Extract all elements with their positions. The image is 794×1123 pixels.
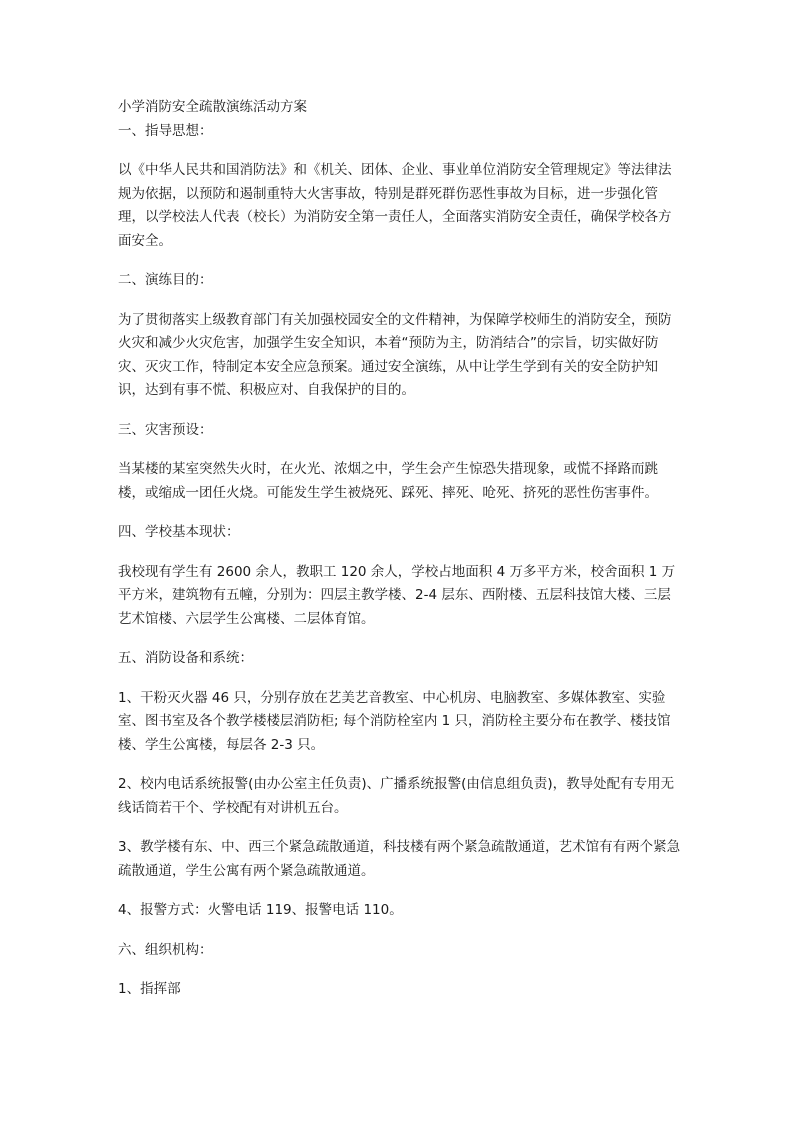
paragraph-school-status: 我校现有学生有 2600 余人，教职工 120 余人，学校占地面积 4 万多平方米，校舍面积 1 万平方米，建筑物有五幢，分别为：四层主教学楼、2-4 层东、西附楼、五层科技馆大楼、三层艺术馆楼、六层学生公寓楼、二层体育馆。 <box>118 563 676 627</box>
section-heading-organization: 六、组织机构： <box>118 941 213 958</box>
section-heading-disaster-scenario: 三、灾害预设： <box>118 421 213 438</box>
paragraph-fire-equipment-3: 3、教学楼有东、中、西三个紧急疏散通道，科技楼有两个紧急疏散通道，艺术馆有有两个紧急疏散通道，学生公寓有两个紧急疏散通道。 <box>118 839 681 879</box>
document-title: 小学消防安全疏散演练活动方案 <box>118 99 307 115</box>
paragraph-disaster-scenario: 当某楼的某室突然失火时，在火光、浓烟之中，学生会产生惊恐失措现象，或慌不择路而跳楼，或缩成一团任火烧。可能发生学生被烧死、踩死、摔死、呛死、挤死的恶性伤害事件。 <box>118 461 658 501</box>
section-heading-drill-purpose: 二、演练目的： <box>118 272 213 288</box>
section-heading-guiding-ideology: 一、指导思想： <box>118 122 213 139</box>
section-heading-school-status: 四、学校基本现状： <box>118 524 240 540</box>
paragraph-fire-equipment-1: 1、干粉灭火器 46 只，分别存放在艺美艺音教室、中心机房、电脑教室、多媒体教室、实验室、图书室及各个教学楼楼层消防柜; 每个消防栓室内 1 只，消防栓主要分布在教学、楼技馆楼、学生公寓楼，每层各 2-3 只。 <box>118 689 671 753</box>
paragraph-guiding-ideology: 以《中华人民共和国消防法》和《机关、团体、企业、事业单位消防安全管理规定》等法律法规为依据，以预防和遏制重特大火害事故，特别是群死群伤恶性事故为目标，进一步强化管理，以学校法人代表（校长）为消防安全第一责任人，全面落实消防安全责任，确保学校各方面安全。 <box>118 162 672 249</box>
paragraph-organization-1: 1、指挥部 <box>118 981 181 997</box>
paragraph-drill-purpose: 为了贯彻落实上级教育部门有关加强校园安全的文件精神，为保障学校师生的消防安全，预防火灾和减少火灾危害，加强学生安全知识，本着“预防为主，防消结合”的宗旨，切实做好防灾、灭灾工作，特制定本安全应急预案。通过安全演练，从中让学生学到有关的安全防护知识，达到有事不慌、积极应对、自我保护的目的。 <box>118 311 672 398</box>
section-heading-fire-equipment: 五、消防设备和系统： <box>118 650 253 666</box>
document-body <box>118 96 684 1018</box>
paragraph-fire-equipment-4: 4、报警方式：火警电话 119、报警电话 110。 <box>118 902 403 918</box>
paragraph-fire-equipment-2: 2、校内电话系统报警(由办公室主任负责)、广播系统报警(由信息组负责)，教导处配有专用无线话筒若干个、学校配有对讲机五台。 <box>118 776 675 816</box>
